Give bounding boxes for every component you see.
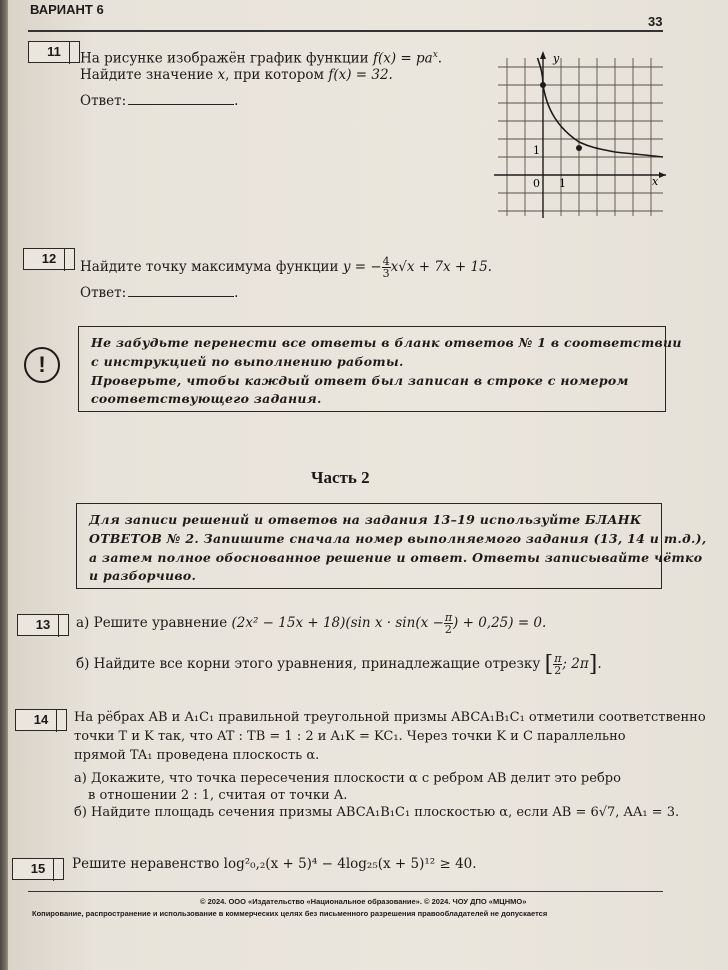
task-15-number: 15 [12, 858, 64, 880]
task-14-part-b: б) Найдите площадь сечения призмы ABCA₁B₁C₁ плоскостью α, если AB = 6√7, AA₁ = 3. [74, 805, 680, 820]
task-14-line-3: прямой TA₁ проведена плоскость α. [74, 748, 320, 763]
task-12-line: Найдите точку максимума функции y = − $\frac{4}{3}$ x√x + 7x + 15. [80, 255, 492, 280]
y-axis-label: y [553, 52, 560, 65]
notice-line-1: Не забудьте перенести все ответы в бланк ответов № 1 в соответствии [91, 335, 682, 350]
task-13-part-b: б) Найдите все корни этого уравнения, принадлежащие отрезку [ $\frac{\pi}{2}$ ; 2π]. [76, 652, 602, 677]
instructions-line-4: и разборчиво. [89, 568, 197, 583]
instructions-line-3: а затем полное обоснованное решение и ответ. Ответы записывайте чётко [89, 550, 703, 565]
function-curve [538, 58, 664, 157]
instructions-line-1: Для записи решений и ответов на задания 13–19 используйте БЛАНК [89, 512, 642, 527]
task-14-part-a-line-1: а) Докажите, что точка пересечения плоскости α с ребром AB делит это ребро [74, 771, 621, 786]
x-tick-label: 1 [559, 177, 566, 190]
part-2-heading: Часть 2 [311, 468, 370, 487]
task-14-part-a-line-2: в отношении 2 : 1, считая от точки A. [88, 788, 348, 803]
origin-label: 0 [533, 177, 540, 190]
notice-line-4: соответствующего задания. [91, 391, 322, 406]
task-11-line-2: Найдите значение x, при котором f(x) = 32. [80, 67, 393, 83]
footer-copyright: © 2024. ООО «Издательство «Национальное образование». © 2024. ЧОУ ДПО «МЦНМО» [200, 897, 527, 906]
instructions-line-2: ОТВЕТОВ № 2. Запишите сначала номер выполняемого задания (13, 14 и т.д.), [89, 531, 707, 546]
task-13-part-a: а) Решите уравнение (2x² − 15x + 18)(sin x · sin(x − $\frac{\pi}{2}$ ) + 0,25) = 0. [76, 611, 547, 636]
task-14-line-1: На рёбрах AB и A₁C₁ правильной треугольной призмы ABCA₁B₁C₁ отметили соответственно [74, 710, 706, 725]
graph-point-1 [540, 82, 546, 88]
y-axis-arrow [540, 51, 546, 59]
notice-line-2: с инструкцией по выполнению работы. [91, 354, 404, 369]
task-11-answer: Ответ: . [80, 93, 239, 109]
task-14-number: 14 [15, 709, 67, 731]
task-12-answer: Ответ: . [80, 285, 239, 301]
variant-label: ВАРИАНТ 6 [30, 2, 104, 17]
task-11-graph [492, 50, 672, 222]
x-axis-arrow [659, 172, 666, 178]
task-14-line-2: точки T и K так, что AT : TB = 1 : 2 и A₁K = KC₁. Через точки K и C параллельно [74, 729, 626, 744]
graph-grid [498, 58, 663, 216]
task-13-number: 13 [17, 614, 69, 636]
task-11-number: 11 [28, 41, 80, 63]
task-15-line: Решите неравенство log²₀,₂(x + 5)⁴ − 4log₂₅(x + 5)¹² ≥ 40. [72, 856, 477, 872]
instructions-box [76, 503, 707, 589]
notice-line-3: Проверьте, чтобы каждый ответ был записан в строке с номером [91, 373, 629, 388]
graph-point-2 [576, 145, 582, 151]
task-12-number: 12 [23, 248, 75, 270]
task-11-line-1: На рисунке изображён график функции $f(x) = pa^x$. [80, 50, 443, 67]
page-number: 33 [648, 14, 663, 29]
header-divider [28, 30, 663, 32]
footer-divider [28, 891, 663, 892]
x-axis-label: x [652, 175, 659, 188]
footer-notice: Копирование, распространение и использование в коммерческих целях без письменного разрешения правообладателей не допускается [32, 909, 548, 918]
y-tick-label: 1 [533, 144, 540, 157]
warning-icon: ! [24, 347, 60, 383]
notice-box [78, 326, 682, 412]
